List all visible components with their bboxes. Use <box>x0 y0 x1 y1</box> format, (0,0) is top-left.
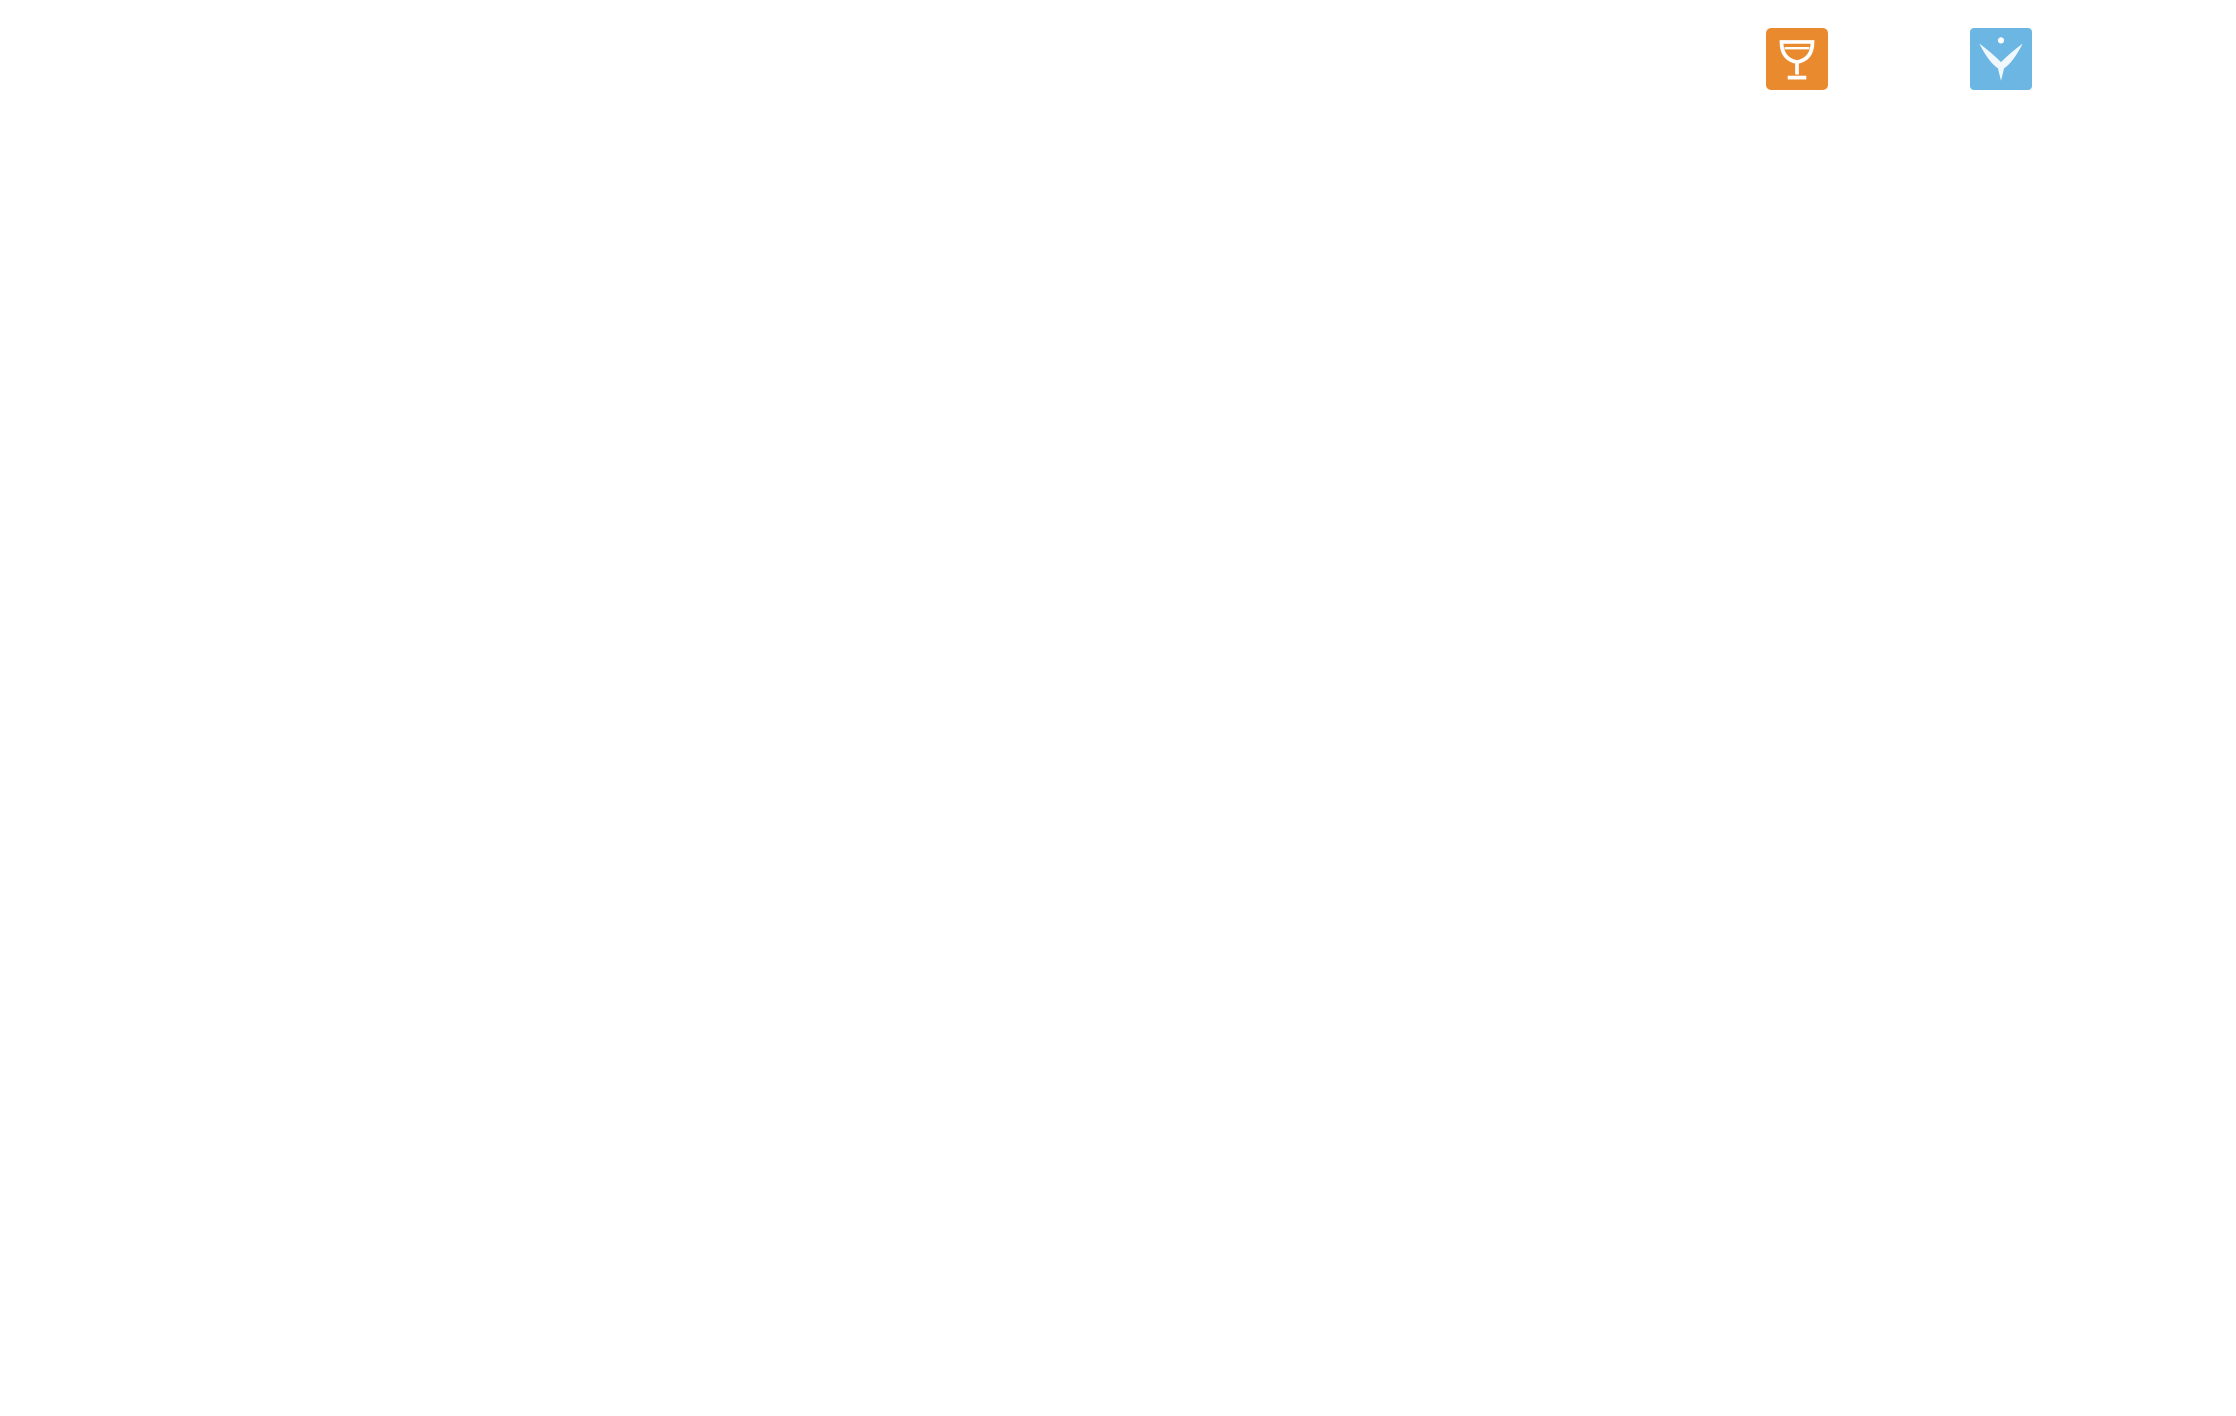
legend-sainte-cene <box>1766 28 1842 90</box>
legend-bapteme <box>1970 28 2046 90</box>
cultes-side-label <box>152 266 222 516</box>
schedule-table <box>230 116 2126 1390</box>
chalice-icon <box>1766 28 1828 90</box>
bapteme-dove-icon <box>1970 28 2032 90</box>
